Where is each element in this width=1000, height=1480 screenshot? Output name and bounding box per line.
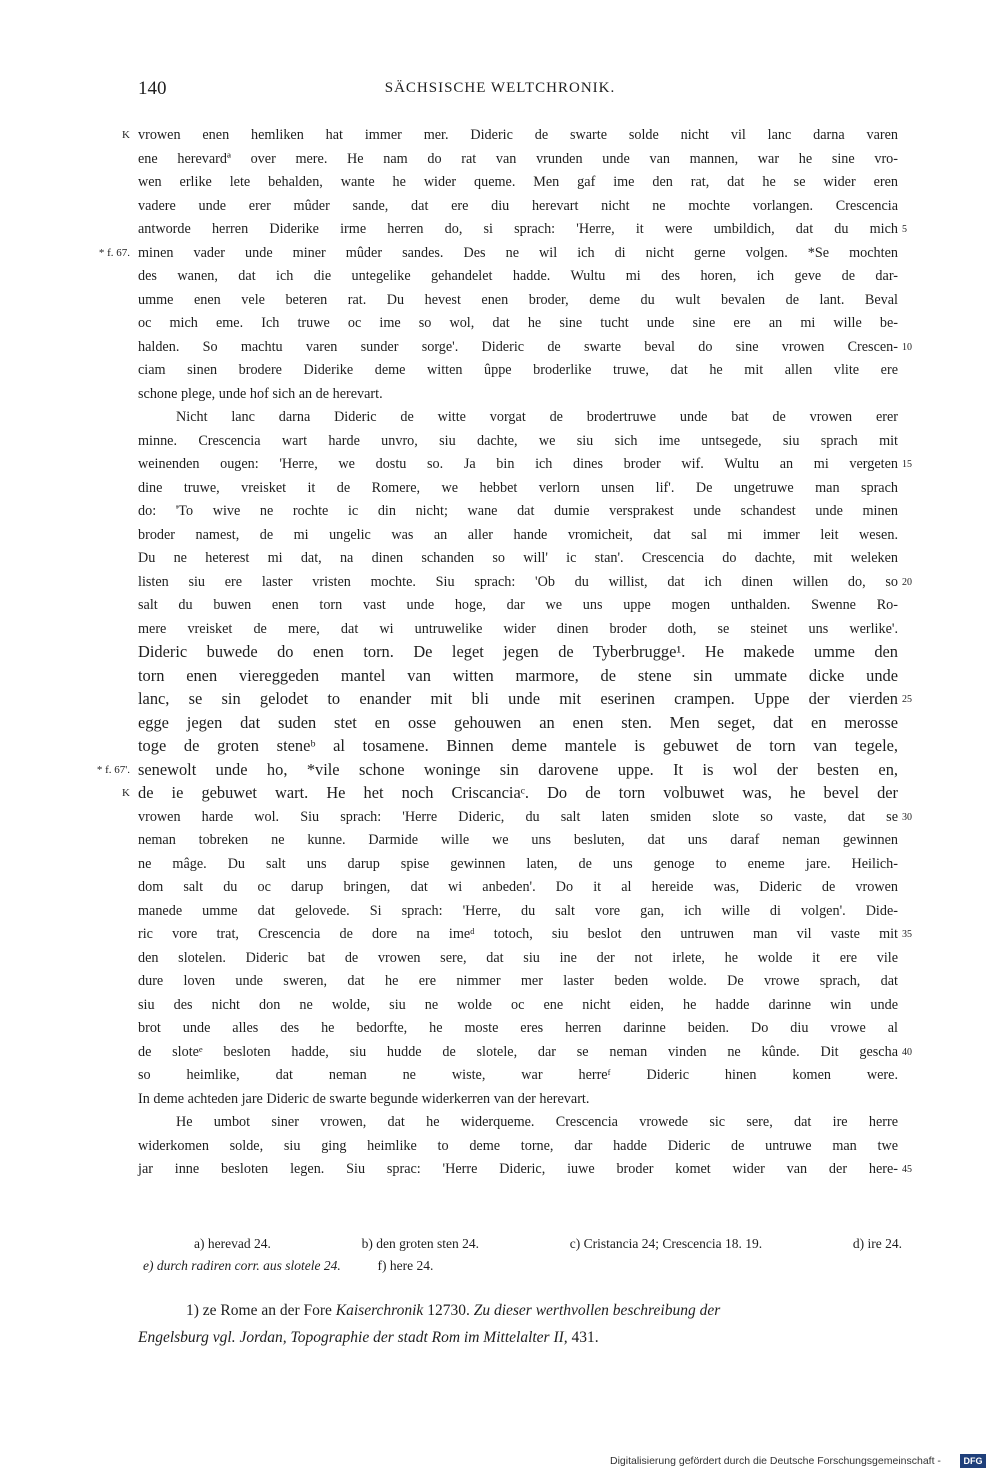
footnote-1-line-2: Engelsburg vgl. Jordan, Topographie der stadt Rom im Mittelalter II, 431. — [138, 1329, 599, 1346]
text-line: egge jegen dat suden stet en osse gehouwen an enen sten. Men seget, dat en merosse — [138, 712, 898, 732]
text-line: Dideric buwede do enen torn. De leget jegen de Tyberbrugge¹. He makede umme den — [138, 642, 898, 661]
text-line: ene herevardª over mere. He nam do rat van vrunden unde van mannen, war he sine vro- — [138, 150, 898, 167]
text-line: ne mâge. Du salt uns darup spise gewinnen laten, de uns genoge to eneme jare. Heilich- — [138, 855, 898, 872]
text-line: minen vader unde miner mûder sandes. Des ne wil ich di nicht gerne volgen. *Se mochten — [138, 244, 898, 261]
line-number: 15 — [902, 459, 912, 470]
text-line: dom salt du oc darup bringen, dat wi anbeden'. Do it al hereide was, Dideric de vrowen — [138, 879, 898, 895]
text-line: listen siu ere laster vristen mochte. Siu sprach: 'Ob du willist, dat ich dinen willen do, so — [138, 573, 898, 590]
text-line: torn enen viereggeden mantel van witten marmore, de stene sin ummate dicke unde — [138, 665, 898, 685]
text-line: vrowen harde wol. Siu sprach: 'Herre Dideric, du salt laten smiden slote so vaste, dat se — [138, 808, 898, 825]
variant-note-a: a) herevad 24. — [194, 1236, 271, 1251]
text-line: toge de groten steneᵇ al tosamene. Binnen deme mantele is gebuwet de torn van tegele, — [138, 736, 898, 755]
dfg-logo: DFG — [960, 1454, 986, 1468]
text-line: ric vore trat, Crescencia de dore na imeᵈ totoch, siu beslot den untruwen man vil vaste mit — [138, 926, 898, 942]
text-line: vrowen enen hemliken hat immer mer. Dideric de swarte solde nicht vil lanc darna varen — [138, 127, 898, 143]
line-number: 35 — [902, 929, 912, 940]
text-line: weinenden ougen: 'Herre, we dostu so. Ja bin ich dines broder wif. Wultu an mi vergeten — [138, 456, 898, 472]
variant-note-f: f) here 24. — [377, 1258, 434, 1273]
text-line: lanc, se sin gelodet to enander mit bli unde mit eserinen crampen. Uppe der vierden — [138, 689, 898, 708]
variant-note-e: e) durch radiren corr. aus slotele 24. — [143, 1258, 341, 1273]
text-line: umme enen vele beteren rat. Du hevest enen broder, deme du wult bevalen de lant. Beval — [138, 291, 898, 308]
running-title: SÄCHSISCHE WELTCHRONIK. — [384, 80, 616, 96]
line-number: 40 — [902, 1046, 912, 1058]
page-header — [0, 78, 1000, 108]
text-line: siu des nicht don ne wolde, siu ne wolde oc ene nicht eiden, he hadde darinne win unde — [138, 996, 898, 1013]
text-line: oc mich eme. Ich truwe oc ime so wol, dat he sine tucht unde sine ere an mi wille be- — [138, 315, 898, 331]
text-line: wen erlike lete behalden, wante he wider queme. Men gaf ime den rat, dat he se wider eren — [138, 174, 898, 190]
text-line: de sloteᵉ besloten hadde, siu hudde de slotele, dar se neman vinden ne kûnde. Dit gescha — [138, 1043, 898, 1060]
text-line: neman tobreken ne kunne. Darmide wille we uns besluten, dat uns daraf neman gewinnen — [138, 832, 898, 848]
text-line: dine truwe, vreisket it de Romere, we hebbet verlorn unsen lif'. De ungetruwe man sprach — [138, 479, 898, 496]
text-line: Du ne heterest mi dat, na dinen schanden so will' ic stan'. Crescencia do dachte, mit weleken — [138, 550, 898, 566]
text-line: brot unde alles des he bedorfte, he moste eres herren darinne beiden. Do diu vrowe al — [138, 1020, 898, 1036]
text-line: antworde herren Diderike irme herren do, si sprach: 'Herre, it were umbildich, dat du mich — [138, 221, 898, 237]
line-number: 25 — [902, 694, 912, 705]
text-line: salt du buwen enen torn vast unde hoge, dar we uns uppe mogen unthalden. Swenne Ro- — [138, 597, 898, 613]
variant-note-b: b) den groten sten 24. — [361, 1236, 479, 1251]
text-line: des wanen, dat ich die untegelike gehandelet hadde. Wultu mi des horen, ich geve de dar- — [138, 268, 898, 284]
variant-note-d: d) ire 24. — [852, 1236, 902, 1251]
text-line: schone plege, unde hof sich an de herevart. — [138, 385, 383, 402]
text-line: halden. So machtu varen sunder sorge'. Dideric de swarte beval do sine vrowen Crescen- — [138, 338, 898, 355]
line-number: 20 — [902, 576, 912, 588]
footnote-1-line-1: 1) ze Rome an der Fore Kaiserchronik 12730. Zu dieser werthvollen beschreibung der — [186, 1302, 721, 1319]
line-number: 30 — [902, 811, 912, 823]
text-line: ciam sinen brodere Diderike deme witten ûppe broderlike truwe, dat he mit allen vlite ere — [138, 362, 898, 378]
text-line: senewolt unde ho, *vile schone woninge sin darovene uppe. It is wol der besten en, — [138, 759, 898, 779]
text-line: dure loven unde sweren, dat he ere nimmer mer laster beden wolde. De vrowe sprach, dat — [138, 973, 898, 989]
text-line: do: 'To wive ne rochte ic din nicht; wane dat dumie versprakest unde schandest unde minen — [138, 503, 898, 519]
margin-note: K — [122, 787, 130, 799]
text-line: He umbot siner vrowen, dat he widerqueme. Crescencia vrowede sic sere, dat ire herre — [176, 1114, 898, 1130]
digitization-credit: Digitalisierung gefördert durch die Deutsche Forschungsgemeinschaft - — [610, 1455, 941, 1467]
text-line: den slotelen. Dideric bat de vrowen sere, dat siu ine der not irlete, he wolde it ere vile — [138, 949, 898, 966]
margin-note: K — [122, 129, 130, 141]
text-line: manede umme dat gelovede. Si sprach: 'Herre, du salt vore gan, ich wille di volgen'. Dide- — [138, 902, 898, 919]
text-line: vadere unde erer mûder sande, dat ere diu herevart nicht ne mochte vorlangen. Crescencia — [138, 197, 898, 214]
page-number: 140 — [138, 78, 167, 99]
text-line: widerkomen solde, siu ging heimlike to deme torne, dar hadde Dideric de untruwe man twe — [138, 1137, 898, 1154]
margin-note: * f. 67. — [98, 246, 130, 259]
text-line: minne. Crescencia wart harde unvro, siu dachte, we siu sich ime untsegede, siu sprach mit — [138, 432, 898, 449]
text-line: so heimlike, dat neman ne wiste, war herreᶠ Dideric hinen komen were. — [138, 1067, 898, 1083]
line-number: 10 — [902, 341, 912, 353]
text-line: Nicht lanc darna Dideric de witte vorgat de brodertruwe unde bat de vrowen erer — [176, 409, 898, 425]
margin-note: * f. 67'. — [96, 763, 130, 776]
text-line: In deme achteden jare Dideric de swarte begunde widerkerren van der herevart. — [138, 1090, 590, 1107]
line-number: 5 — [902, 224, 907, 235]
text-line: broder namest, de mi ungelic was an aller hande vromicheit, dat sal mi immer leit wesen. — [138, 526, 898, 543]
text-line: mere vreisket de mere, dat wi untruwelike wider dinen broder doth, se steinet uns werlike'. — [138, 620, 898, 637]
text-line: de ie gebuwet wart. He het noch Criscanciaᶜ. Do de torn volbuwet was, he bevel der — [138, 783, 898, 802]
variant-notes-row-1 — [194, 1236, 902, 1252]
line-number: 45 — [902, 1164, 912, 1175]
text-line: jar inne besloten legen. Siu sprac: 'Herre Dideric, iuwe broder komet wider van der here- — [138, 1161, 898, 1177]
variant-note-c: c) Cristancia 24; Crescencia 18. 19. — [569, 1236, 763, 1251]
variant-notes-row-2 — [143, 1258, 433, 1274]
